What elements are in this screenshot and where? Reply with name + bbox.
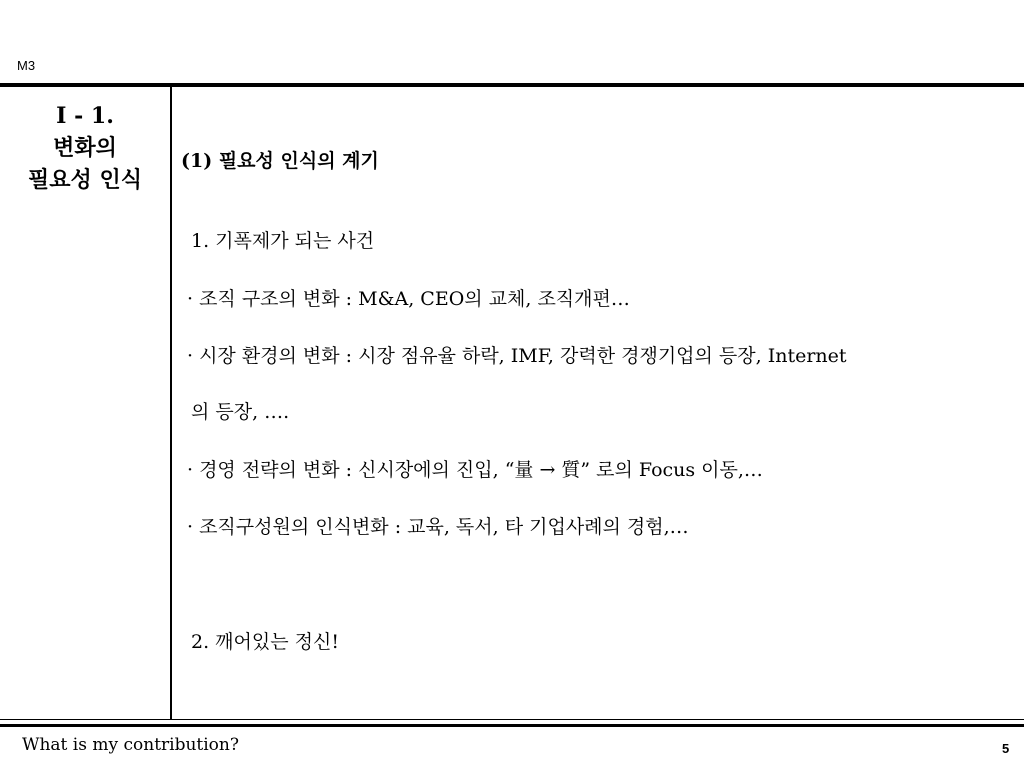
bullet-market-change: · 시장 환경의 변화 : 시장 점유율 하락, IMF, 강력한 경쟁기업의 등장, Internet [187, 345, 847, 367]
bottom-divider-thick [0, 724, 1024, 727]
bullet-structure-change: · 조직 구조의 변화 : M&A, CEO의 교체, 조직개편… [187, 288, 630, 310]
section-number: Ⅰ - 1. [56, 103, 114, 129]
slide-code-label: M3 [17, 58, 36, 73]
section-title-line1: 변화의 [53, 135, 117, 161]
content-heading: (1) 필요성 인식의 계기 [181, 150, 379, 172]
section-title [0, 100, 170, 196]
footer-text: What is my contribution? [22, 735, 239, 755]
subheading-awake-mind: 2. 깨어있는 정신! [191, 631, 339, 653]
subheading-trigger-events: 1. 기폭제가 되는 사건 [191, 230, 375, 252]
bullet-market-change-cont: 의 등장, …. [191, 401, 290, 423]
page-number: 5 [1002, 741, 1010, 756]
vertical-divider [170, 87, 172, 720]
bottom-divider-thin [0, 719, 1024, 720]
bullet-member-awareness: · 조직구성원의 인식변화 : 교육, 독서, 타 기업사례의 경험,… [187, 516, 689, 538]
bullet-strategy-change: · 경영 전략의 변화 : 신시장에의 진입, “量 → 質” 로의 Focus 이동,… [187, 459, 763, 481]
section-title-line2: 필요성 인식 [28, 167, 142, 193]
